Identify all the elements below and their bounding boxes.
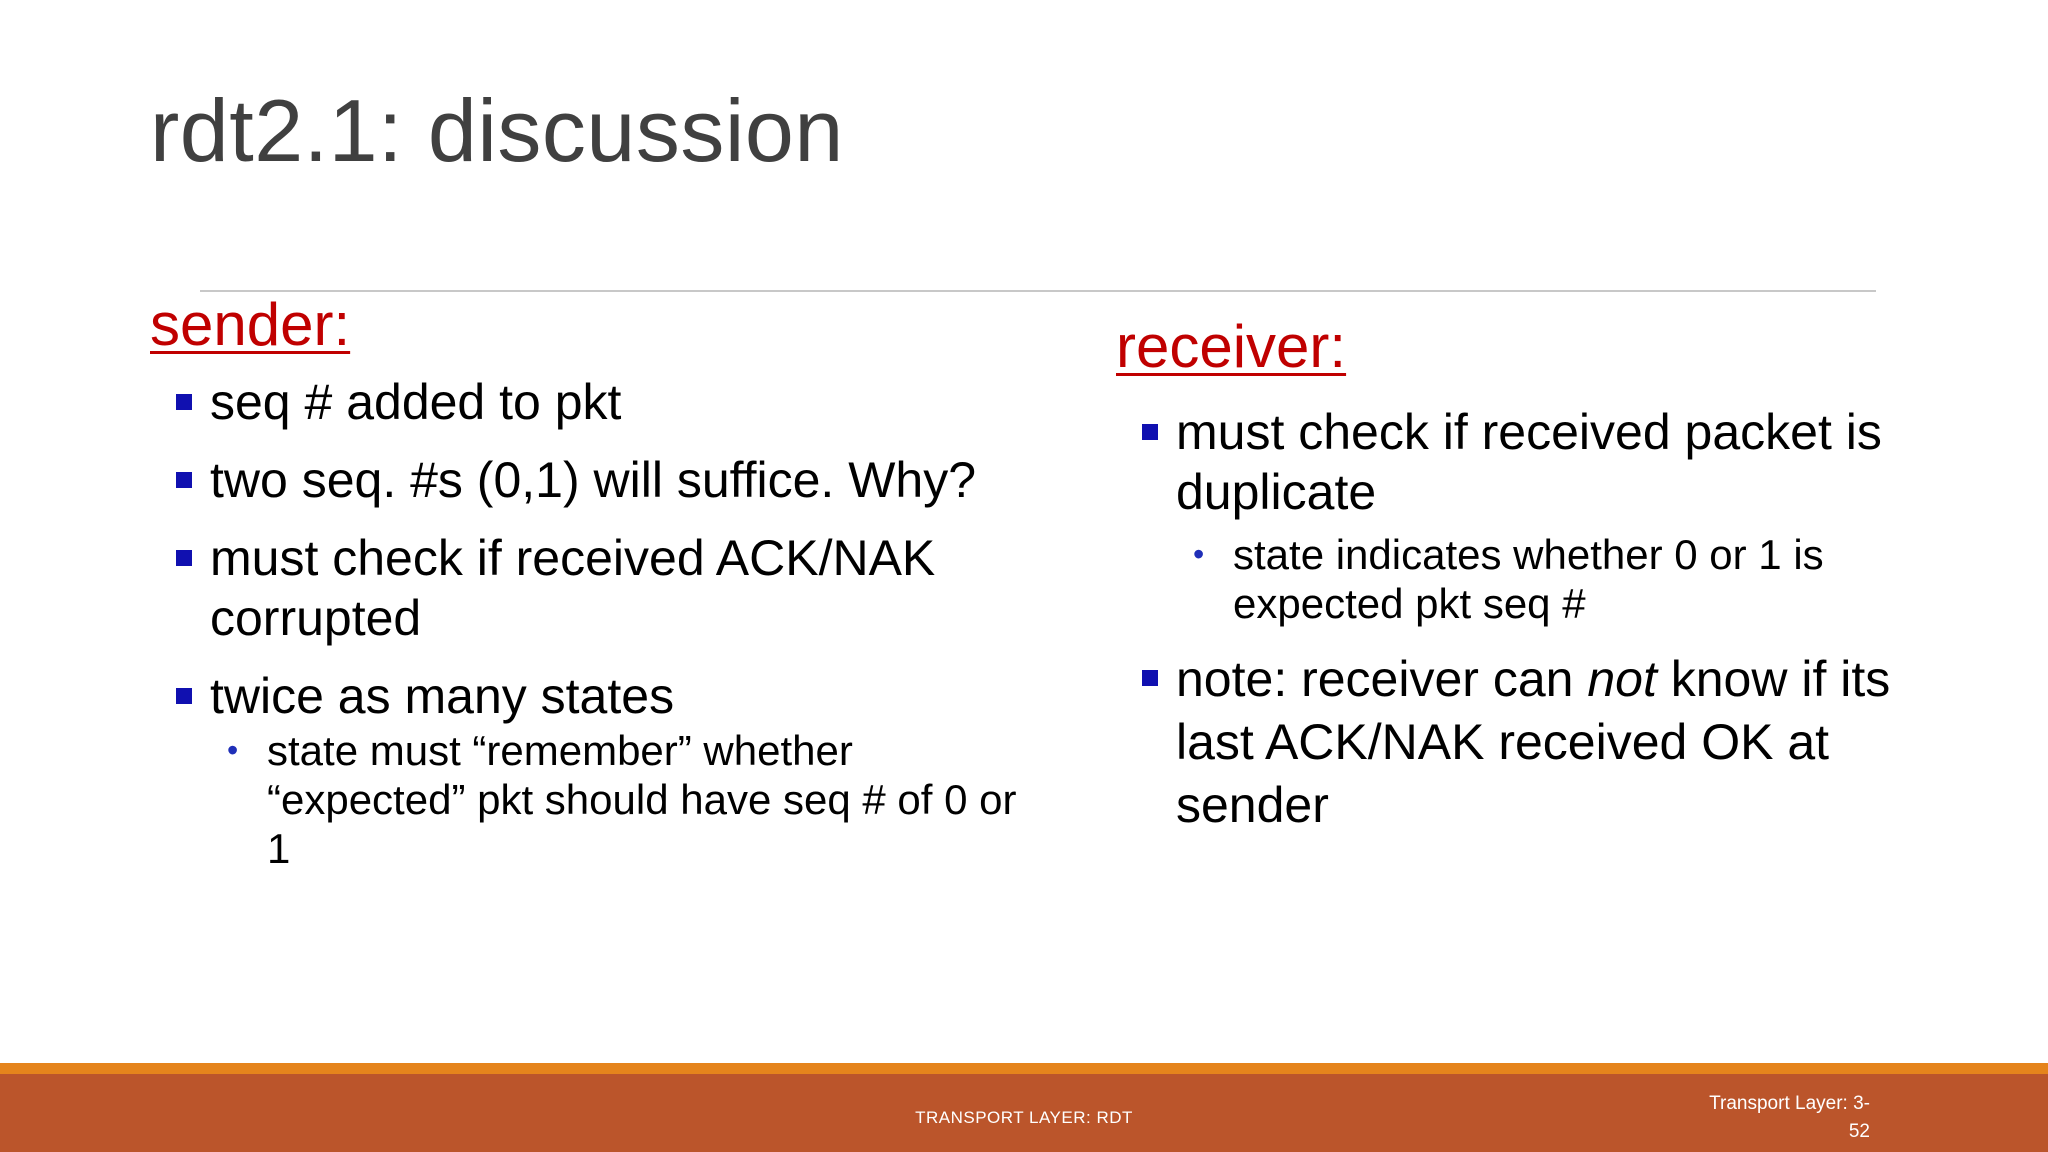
receiver-bullet-2-text-b: know if its last ACK/NAK received OK at sender bbox=[1176, 651, 1891, 833]
sender-bullet-4-text: twice as many states bbox=[210, 668, 675, 724]
round-bullet-icon: • bbox=[1193, 536, 1205, 572]
slide-title: rdt2.1: discussion bbox=[150, 81, 844, 180]
sender-sub-list bbox=[150, 726, 1020, 873]
footer-accent-stripe bbox=[0, 1063, 2048, 1074]
footer-page-number bbox=[1650, 1090, 1870, 1146]
sender-sub-bullet-1-text: state must “remember” whether “expected” pkt should have seq # of 0 or 1 bbox=[267, 727, 1017, 872]
square-bullet-icon bbox=[176, 550, 192, 566]
footer-bar bbox=[0, 1074, 2048, 1152]
footer-page-line-2: 52 bbox=[1848, 1121, 1870, 1142]
sender-bullet-1-text: seq # added to pkt bbox=[210, 374, 622, 430]
receiver-sub-bullet-1-text: state indicates whether 0 or 1 is expected pkt seq # bbox=[1233, 531, 1824, 627]
square-bullet-icon bbox=[1142, 424, 1158, 440]
footer-section-label: TRANSPORT LAYER: RDT bbox=[915, 1108, 1133, 1127]
sender-bullet-4 bbox=[150, 666, 1020, 873]
receiver-bullet-2-emphasis: not bbox=[1587, 651, 1657, 707]
sender-column bbox=[150, 292, 1020, 873]
square-bullet-icon bbox=[176, 394, 192, 410]
receiver-bullet-2 bbox=[1116, 648, 1976, 837]
round-bullet-icon: • bbox=[227, 732, 239, 768]
square-bullet-icon bbox=[176, 472, 192, 488]
footer-page-line-1: Transport Layer: 3- bbox=[1709, 1093, 1870, 1114]
sender-bullet-list bbox=[150, 372, 1020, 873]
sender-bullet-3 bbox=[150, 528, 1020, 648]
square-bullet-icon bbox=[1142, 670, 1158, 686]
receiver-bullet-1-text: must check if received packet is duplicate bbox=[1176, 404, 1882, 520]
receiver-bullet-list bbox=[1116, 402, 1976, 837]
receiver-heading: receiver: bbox=[1116, 313, 1347, 380]
sender-bullet-3-text: must check if received ACK/NAK corrupted bbox=[210, 530, 936, 646]
receiver-sub-list bbox=[1176, 530, 1976, 628]
sender-bullet-2 bbox=[150, 450, 1020, 510]
receiver-sub-bullet-1 bbox=[1176, 530, 1976, 628]
sender-sub-bullet-1 bbox=[150, 726, 1020, 873]
sender-bullet-1 bbox=[150, 372, 1020, 432]
sender-bullet-2-text: two seq. #s (0,1) will suffice. Why? bbox=[210, 452, 977, 508]
receiver-column bbox=[1116, 314, 1976, 837]
square-bullet-icon bbox=[176, 688, 192, 704]
sender-heading: sender: bbox=[150, 291, 351, 358]
receiver-bullet-2-text-a: note: receiver can bbox=[1176, 651, 1588, 707]
receiver-bullet-1 bbox=[1116, 402, 1976, 628]
